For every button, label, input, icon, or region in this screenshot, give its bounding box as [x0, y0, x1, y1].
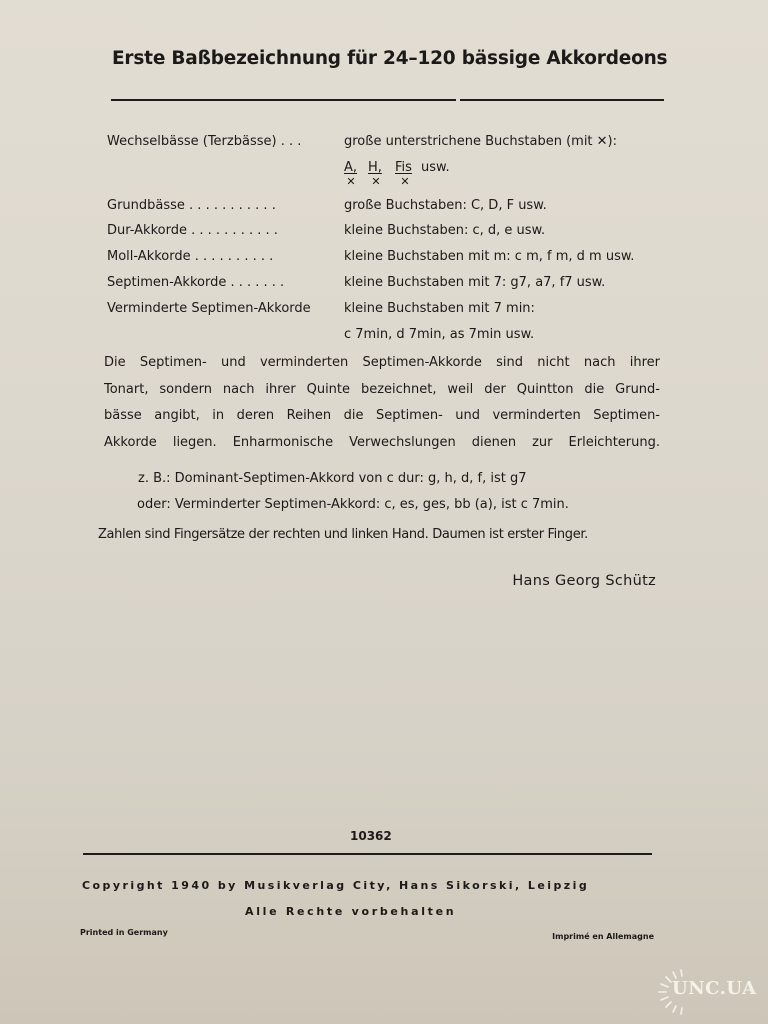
legend-label: Wechselbässe (Terzbässe) . . .: [107, 134, 302, 149]
legend-label: Grundbässe . . . . . . . . . . .: [107, 198, 276, 213]
printed-in-germany: Printed in Germany: [80, 928, 168, 937]
legend-label: Moll-Akkorde . . . . . . . . . .: [107, 249, 274, 264]
title-rule-left: [111, 99, 456, 101]
example-fis: Fis: [395, 160, 412, 175]
paragraph-line: bässe angibt, in deren Reihen die Septimen- und verminderten Septimen-: [104, 408, 660, 423]
legend-value: kleine Buchstaben: c, d, e usw.: [344, 223, 546, 238]
example-h: H,: [368, 160, 382, 175]
legend-value: große unterstrichene Buchstaben (mit ✕):: [344, 134, 618, 149]
paragraph-line: Die Septimen- und verminderten Septimen-Akkorde sind nicht nach ihrer: [104, 355, 660, 370]
page-title: Erste Baßbezeichnung für 24–120 bässige Akkordeons: [112, 48, 668, 69]
legend-value: kleine Buchstaben mit m: c m, f m, d m usw.: [344, 249, 635, 264]
author-signature: Hans Georg Schütz: [512, 573, 656, 589]
example-usw: usw.: [421, 160, 450, 175]
legend-value: große Buchstaben: C, D, F usw.: [344, 198, 547, 213]
legend-value-continuation: c 7min, d 7min, as 7min usw.: [344, 327, 535, 342]
fingering-note: Zahlen sind Fingersätze der rechten und linken Hand. Daumen ist erster Finger.: [98, 527, 588, 542]
legend-value: kleine Buchstaben mit 7: g7, a7, f7 usw.: [344, 275, 606, 290]
plate-number: 10362: [350, 829, 392, 843]
explanation-paragraph: [104, 350, 660, 456]
legend-label: Septimen-Akkorde . . . . . . .: [107, 275, 285, 290]
legend-value: kleine Buchstaben mit 7 min:: [344, 301, 535, 316]
paragraph-line: Akkorde liegen. Enharmonische Verwechslungen dienen zur Erleichterung.: [104, 434, 660, 450]
legend-label: Verminderte Septimen-Akkorde: [107, 301, 311, 316]
copyright-line: Copyright 1940 by Musikverlag City, Hans Sikorski, Leipzig: [82, 879, 590, 892]
example-a: A,: [344, 160, 358, 175]
title-rule-right: [460, 99, 664, 101]
footer-rule: [83, 853, 652, 855]
imprime-en-allemagne: Imprimé en Allemagne: [552, 932, 654, 941]
cross-mark-icon: ✕: [346, 175, 356, 188]
watermark-logo: [656, 966, 766, 1016]
cross-mark-icon: ✕: [371, 175, 381, 188]
example-vermindert: oder: Verminderter Septimen-Akkord: c, es, ges, bb (a), ist c 7min.: [137, 497, 569, 512]
legend-label: Dur-Akkorde . . . . . . . . . . .: [107, 223, 278, 238]
rights-line: Alle Rechte vorbehalten: [245, 905, 457, 918]
watermark-text: UNC.UA: [672, 978, 757, 999]
cross-mark-icon: ✕: [400, 175, 410, 188]
example-dominant: z. B.: Dominant-Septimen-Akkord von c dur: g, h, d, f, ist g7: [138, 471, 527, 486]
paragraph-line: Tonart, sondern nach ihrer Quinte bezeichnet, weil der Quintton die Grund-: [104, 381, 660, 397]
